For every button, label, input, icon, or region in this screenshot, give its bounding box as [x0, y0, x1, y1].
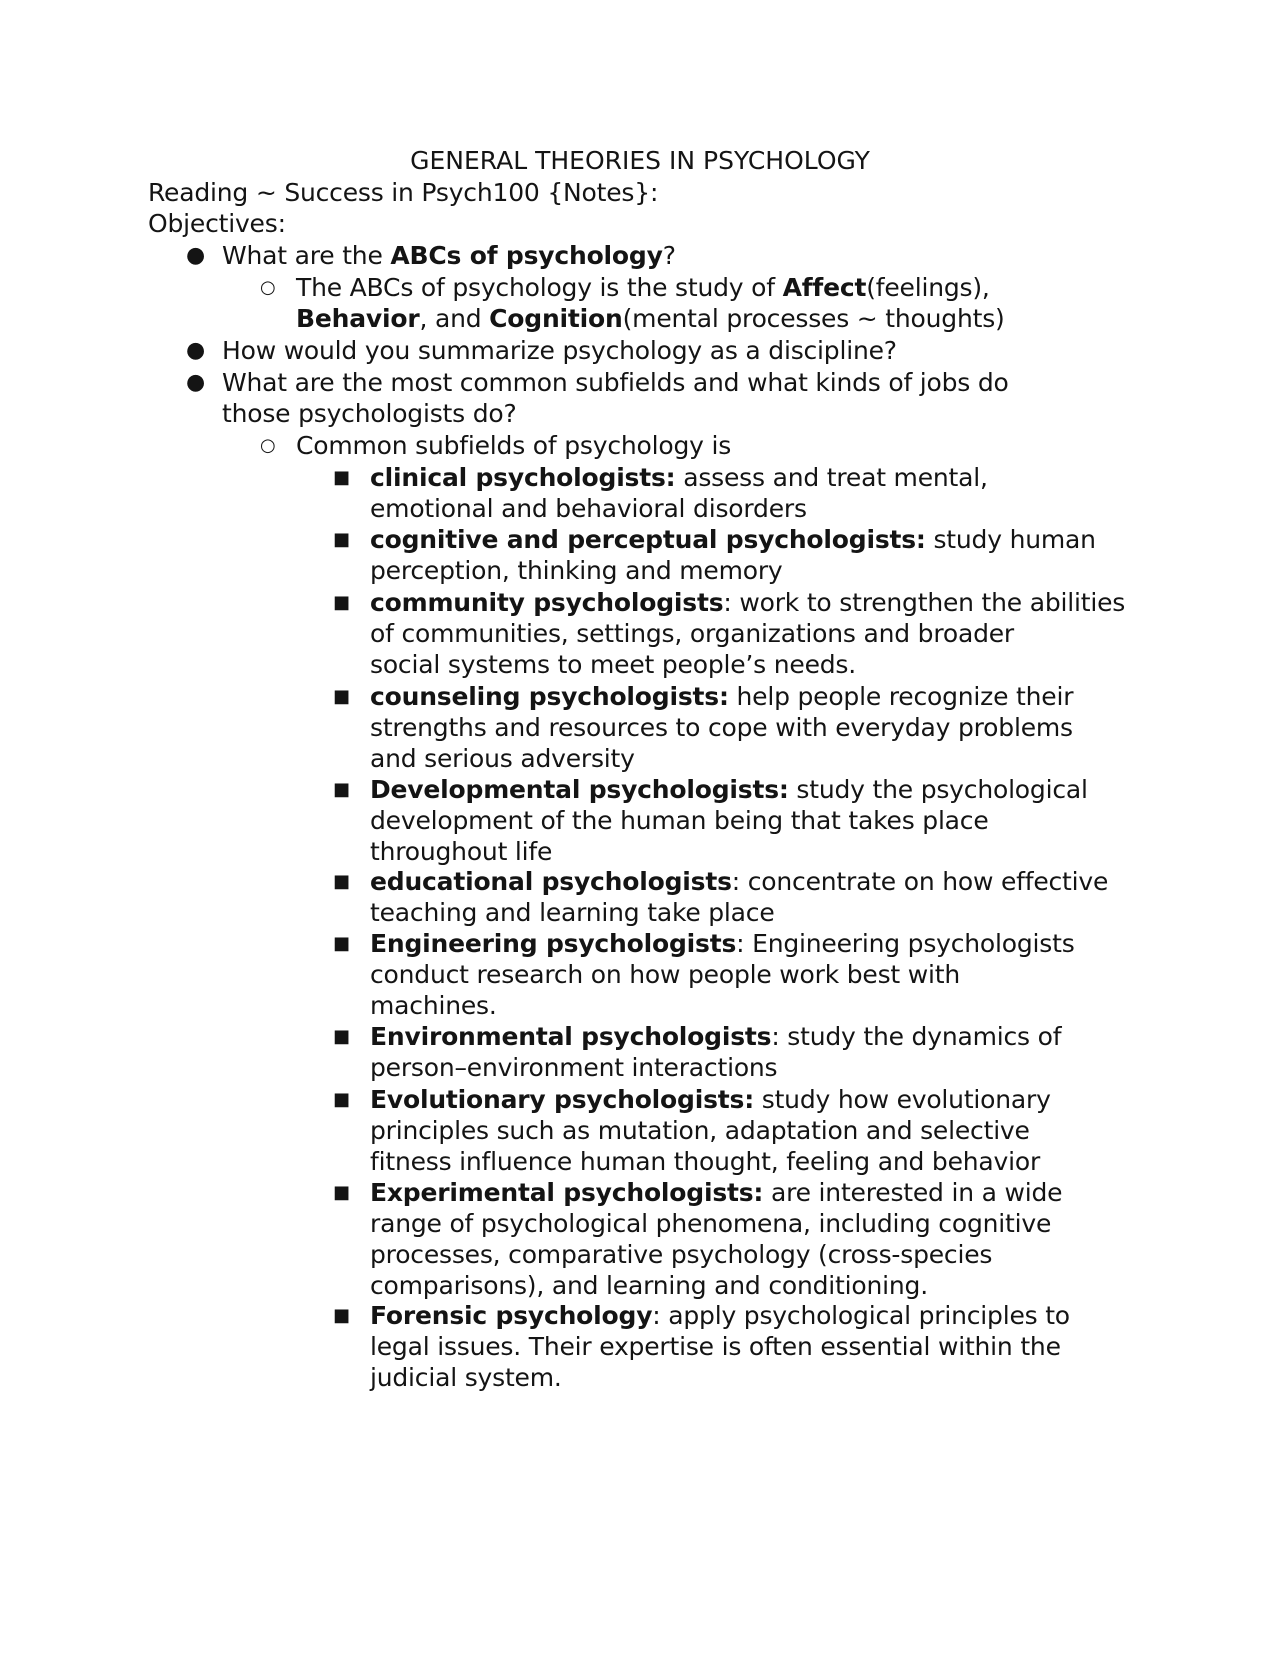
subfield-name: clinical psychologists:	[370, 463, 676, 492]
subfield-name: Engineering psychologists	[370, 929, 737, 958]
subfield-name: Experimental psychologists:	[370, 1178, 764, 1207]
answer-text: (feelings),	[866, 273, 990, 302]
bullet-square: ■	[333, 529, 351, 550]
answer-text: , and	[419, 304, 490, 333]
subfield-description-continued: processes, comparative psychology (cross-species	[370, 1240, 993, 1269]
subfield-name: educational psychologists	[370, 867, 732, 896]
subfield-item	[370, 774, 1088, 806]
answer-text: The ABCs of psychology is the study of	[296, 273, 783, 302]
subfield-description-continued: perception, thinking and memory	[370, 556, 783, 585]
objectives-label: Objectives:	[148, 209, 286, 238]
subfield-name: Forensic psychology	[370, 1301, 653, 1330]
answer-cognition: Cognition	[489, 304, 623, 333]
subfield-name: community psychologists	[370, 588, 724, 617]
subfield-description-continued: teaching and learning take place	[370, 898, 775, 927]
bullet-square: ■	[333, 1305, 351, 1326]
subfield-name: Evolutionary psychologists:	[370, 1085, 754, 1114]
subfield-name: Developmental psychologists:	[370, 775, 789, 804]
subfield-description: study the psychological	[788, 775, 1088, 804]
subfield-name: cognitive and perceptual psychologists:	[370, 525, 926, 554]
bullet-square: ■	[333, 686, 351, 707]
bullet-square: ■	[333, 592, 351, 613]
subfield-description-continued: machines.	[370, 991, 497, 1020]
bullet-square: ■	[333, 779, 351, 800]
subfield-item	[370, 587, 1125, 619]
subfield-item	[370, 1084, 1051, 1116]
subfield-item	[370, 524, 1096, 556]
subfield-item	[370, 1021, 1061, 1053]
bullet-circle: ○	[260, 277, 276, 298]
abcs-answer-line-1	[296, 272, 990, 304]
subfield-description-continued: of communities, settings, organizations and broader	[370, 619, 1014, 648]
subfield-description: : Engineering psychologists	[736, 929, 1075, 958]
subfield-description: : apply psychological principles to	[652, 1301, 1070, 1330]
q1-bold: ABCs of psychology	[390, 241, 663, 270]
subfield-item	[370, 928, 1075, 960]
subfield-description-continued: social systems to meet people’s needs.	[370, 650, 856, 679]
subfield-name: counseling psychologists:	[370, 682, 729, 711]
subfield-description-continued: and serious adversity	[370, 744, 635, 773]
objective-question-subfields-line-2: those psychologists do?	[222, 399, 517, 428]
objective-question-abcs	[222, 240, 676, 272]
subfield-description: are interested in a wide	[763, 1178, 1063, 1207]
subfield-description: : work to strengthen the abilities	[723, 588, 1126, 617]
subfield-description-continued: principles such as mutation, adaptation and selective	[370, 1116, 1030, 1145]
subfield-description-continued: fitness influence human thought, feeling and behavior	[370, 1147, 1041, 1176]
answer-affect: Affect	[782, 273, 867, 302]
subfield-description-continued: emotional and behavioral disorders	[370, 494, 807, 523]
bullet-square: ■	[333, 467, 351, 488]
answer-behavior: Behavior	[296, 304, 420, 333]
subfield-description-continued: comparisons), and learning and conditioning.	[370, 1271, 928, 1300]
subfield-description-continued: legal issues. Their expertise is often essential within the	[370, 1332, 1061, 1361]
bullet-square: ■	[333, 1089, 351, 1110]
subfield-description: study how evolutionary	[754, 1085, 1051, 1114]
q1-end: ?	[662, 241, 676, 270]
q1-text: What are the	[222, 241, 391, 270]
subfield-name: Environmental psychologists	[370, 1022, 772, 1051]
subfield-description-continued: person–environment interactions	[370, 1053, 778, 1082]
subfield-description: : concentrate on how effective	[731, 867, 1109, 896]
subfield-description-continued: development of the human being that takes place	[370, 806, 989, 835]
bullet-square: ■	[333, 1182, 351, 1203]
subfield-description: assess and treat mental,	[675, 463, 988, 492]
subfield-description-continued: strengths and resources to cope with everyday problems	[370, 713, 1073, 742]
subfield-item	[370, 866, 1108, 898]
abcs-answer-line-2	[296, 303, 1005, 335]
subfield-description: help people recognize their	[728, 682, 1074, 711]
bullet-circle: ○	[260, 435, 276, 456]
reading-line: Reading ~ Success in Psych100 {Notes}:	[148, 178, 659, 207]
bullet-square: ■	[333, 1026, 351, 1047]
subfield-description: : study the dynamics of	[771, 1022, 1062, 1051]
subfield-description-continued: range of psychological phenomena, including cognitive	[370, 1209, 1052, 1238]
subfield-description: study human	[925, 525, 1096, 554]
subfield-description-continued: conduct research on how people work best with	[370, 960, 961, 989]
objective-question-summary: How would you summarize psychology as a discipline?	[222, 336, 897, 365]
subfield-item	[370, 1177, 1062, 1209]
page-title: GENERAL THEORIES IN PSYCHOLOGY	[410, 146, 870, 175]
bullet-disc: ●	[186, 370, 206, 395]
subfield-description-continued: judicial system.	[370, 1363, 562, 1392]
bullet-disc: ●	[186, 243, 206, 268]
objective-question-subfields-line-1: What are the most common subfields and what kinds of jobs do	[222, 368, 1009, 397]
subfield-item	[370, 681, 1073, 713]
subfield-description-continued: throughout life	[370, 837, 553, 866]
subfield-item	[370, 1300, 1070, 1332]
answer-text: (mental processes ~ thoughts)	[622, 304, 1005, 333]
subfields-intro: Common subfields of psychology is	[296, 431, 732, 460]
subfield-item	[370, 462, 988, 494]
bullet-square: ■	[333, 933, 351, 954]
bullet-square: ■	[333, 871, 351, 892]
bullet-disc: ●	[186, 338, 206, 363]
